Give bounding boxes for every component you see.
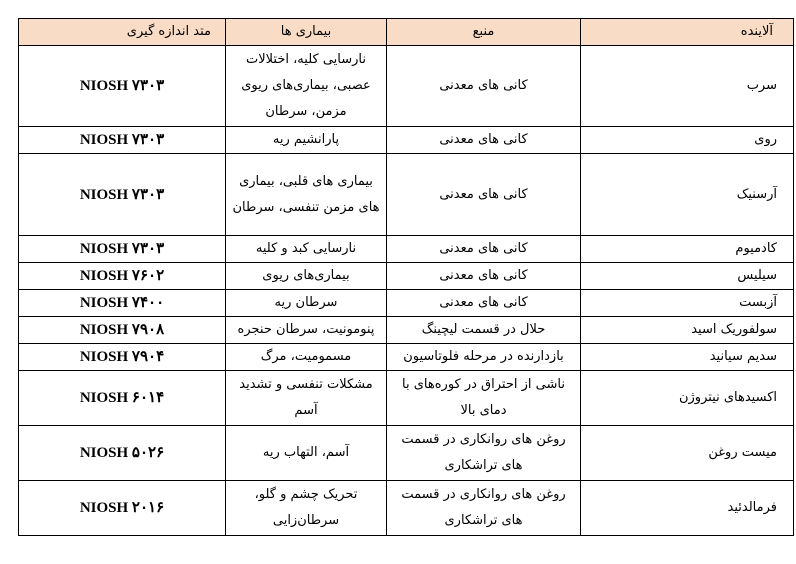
method-value: NIOSH ۷۳۰۳ [79, 132, 165, 148]
method-cell [19, 154, 226, 236]
source-cell: کانی های معدنی [387, 236, 581, 263]
pollutant-cell: آزبست [581, 290, 794, 317]
table-row [19, 481, 794, 536]
table-row [19, 371, 794, 426]
table-row [19, 127, 794, 154]
pollutant-cell: سرب [581, 46, 794, 127]
source-cell: روغن های روانکاری در قسمت های تراشکاری [387, 481, 581, 536]
method-cell [19, 236, 226, 263]
method-cell [19, 127, 226, 154]
table-row [19, 290, 794, 317]
pollutant-cell: آرسنیک [581, 154, 794, 236]
source-cell: روغن های روانکاری در قسمت های تراشکاری [387, 426, 581, 481]
source-cell: بازدارنده در مرحله فلوتاسیون [387, 344, 581, 371]
pollutant-cell: فرمالدئید [581, 481, 794, 536]
source-cell: کانی های معدنی [387, 263, 581, 290]
diseases-cell: بیماری‌های ریوی [226, 263, 387, 290]
method-cell [19, 344, 226, 371]
method-value: NIOSH ۶۰۱۴ [79, 390, 165, 406]
diseases-cell: آسم، التهاب ریه [226, 426, 387, 481]
source-cell: کانی های معدنی [387, 154, 581, 236]
method-value: NIOSH ۷۴۰۰ [79, 295, 165, 311]
diseases-cell: نارسایی کلیه، اختلالات عصبی، بیماری‌های ریوی مزمن، سرطان [226, 46, 387, 127]
diseases-cell: مسمومیت، مرگ [226, 344, 387, 371]
source-cell: ناشی از احتراق در کوره‌های با دمای بالا [387, 371, 581, 426]
table-row [19, 344, 794, 371]
pollutant-cell: سیلیس [581, 263, 794, 290]
method-value: NIOSH ۷۹۰۸ [79, 322, 165, 338]
diseases-cell: بیماری های قلبی، بیماری های مزمن تنفسی، سرطان [226, 154, 387, 236]
header-source: منبع [387, 19, 581, 46]
diseases-cell: پنومونیت، سرطان حنجره [226, 317, 387, 344]
pollutants-table [18, 18, 794, 536]
table-header-row [19, 19, 794, 46]
table-row [19, 236, 794, 263]
diseases-cell: مشکلات تنفسی و تشدید آسم [226, 371, 387, 426]
header-diseases: بیماری ها [226, 19, 387, 46]
pollutant-cell: میست روغن [581, 426, 794, 481]
table-row [19, 263, 794, 290]
pollutant-cell: سولفوریک اسید [581, 317, 794, 344]
diseases-cell: پارانشیم ریه [226, 127, 387, 154]
pollutant-cell: روی [581, 127, 794, 154]
table-row [19, 46, 794, 127]
method-cell [19, 371, 226, 426]
method-cell [19, 290, 226, 317]
method-value: NIOSH ۷۶۰۲ [79, 268, 165, 284]
method-cell [19, 263, 226, 290]
method-cell [19, 426, 226, 481]
pollutant-cell: سدیم سیانید [581, 344, 794, 371]
source-cell: کانی های معدنی [387, 46, 581, 127]
source-cell: حلال در قسمت لیچینگ [387, 317, 581, 344]
table-row [19, 154, 794, 236]
method-value: NIOSH ۷۳۰۳ [79, 186, 165, 203]
pollutant-cell: کادمیوم [581, 236, 794, 263]
method-cell [19, 46, 226, 127]
method-cell [19, 317, 226, 344]
method-value: NIOSH ۷۳۰۳ [79, 78, 165, 94]
diseases-cell: تحریک چشم و گلو، سرطان‌زایی [226, 481, 387, 536]
method-cell [19, 481, 226, 536]
method-value: NIOSH ۷۳۰۳ [79, 241, 165, 257]
header-method: متد اندازه گیری [19, 19, 226, 46]
method-value: NIOSH ۵۰۲۶ [79, 445, 165, 461]
header-pollutant: آلاینده [581, 19, 794, 46]
diseases-cell: سرطان ریه [226, 290, 387, 317]
source-cell: کانی های معدنی [387, 290, 581, 317]
pollutant-cell: اکسیدهای نیتروژن [581, 371, 794, 426]
table-row [19, 317, 794, 344]
source-cell: کانی های معدنی [387, 127, 581, 154]
method-value: NIOSH ۷۹۰۴ [79, 349, 165, 365]
table-row [19, 426, 794, 481]
method-value: NIOSH ۲۰۱۶ [79, 500, 165, 516]
diseases-cell: نارسایی کبد و کلیه [226, 236, 387, 263]
